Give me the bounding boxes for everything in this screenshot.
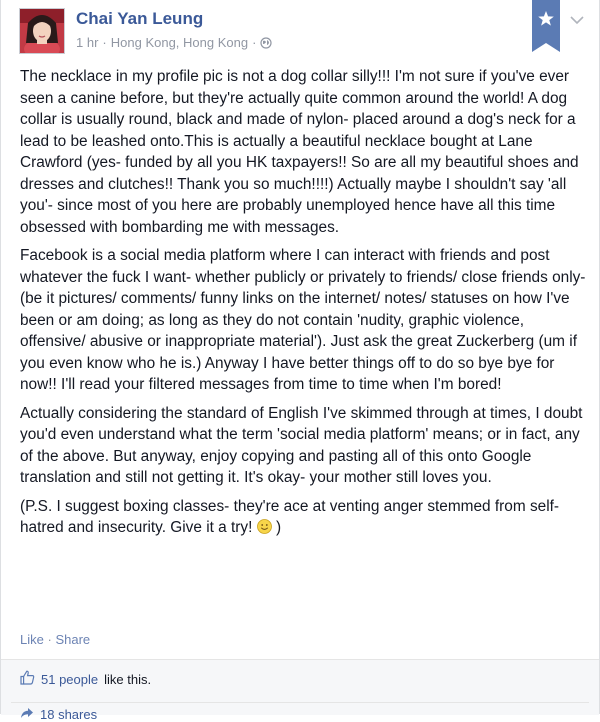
post-body bbox=[20, 66, 590, 546]
shares-summary[interactable] bbox=[20, 707, 97, 722]
closing-paren: ) bbox=[275, 519, 282, 536]
thumbs-up-icon bbox=[20, 670, 35, 688]
meta-separator: · bbox=[252, 35, 257, 50]
avatar[interactable] bbox=[19, 8, 65, 54]
post-paragraph: Facebook is a social media platform where I can interact with friends and post whatever the fuck I want- whether publicly or privately to friends/ close friends only- (be it pictures/ comments/ funny links on the internet/ notes/ statuses on how I've been or am doing; as long as they do not contain 'nudity, graphic violence, offensive/ abusive or inappropriate material'). Just ask the great Zuckerberg (um if you even know who he is.) Anyway I have better things off to do so bye bye for now!! I'll read your filtered messages from time to time when I'm bored! bbox=[20, 247, 586, 393]
chevron-down-icon[interactable] bbox=[570, 12, 584, 22]
share-link[interactable]: Share bbox=[55, 632, 91, 647]
post-actions bbox=[20, 632, 90, 647]
footer-divider bbox=[11, 702, 589, 703]
like-link[interactable]: Like bbox=[20, 632, 44, 647]
shares-count[interactable]: 18 shares bbox=[40, 707, 98, 722]
likes-count-link[interactable]: 51 people bbox=[41, 671, 99, 687]
post-footer bbox=[1, 659, 599, 722]
meta-separator: · bbox=[102, 35, 107, 50]
location[interactable]: Hong Kong, Hong Kong bbox=[110, 35, 249, 50]
timestamp[interactable]: 1 hr bbox=[76, 35, 99, 50]
globe-icon[interactable] bbox=[260, 37, 272, 49]
post-paragraph-text: (P.S. I suggest boxing classes- they're ace at venting anger stemmed from self-hatred and insecurity. Give it a try! bbox=[20, 497, 560, 536]
action-separator: · bbox=[47, 632, 52, 647]
post-paragraph: The necklace in my profile pic is not a dog collar silly!!! I'm not sure if you've ever seen a canine before, but they're actually quite common around the world! A dog collar is usually round, black and made of nylon- placed around a dog's neck for a lead to be leashed onto.This is actually a beautiful necklace bought at Lane Crawford (yes- funded by all you HK taxpayers!! So are all my beautiful shoes and dresses and clutches!! Thank you so much!!!!) Actually maybe I shouldn't say 'all you'- since most of you here are probably unemployed hence have all this time obsessed with bombarding me with messages. bbox=[20, 68, 579, 236]
post-meta bbox=[76, 35, 272, 50]
likes-summary bbox=[20, 670, 151, 688]
author-name[interactable]: Chai Yan Leung bbox=[76, 9, 204, 28]
post-paragraph-last bbox=[20, 496, 590, 539]
post-paragraph: Actually considering the standard of English I've skimmed through at times, I doubt you'd even understand what the term 'social media platform' means; or in fact, any of the above. But anyway, enjoy copying and pasting all of this onto Google translation and still not getting it. It's okay- your mother still loves you. bbox=[20, 404, 583, 486]
likes-text: like this. bbox=[104, 671, 152, 687]
share-icon bbox=[20, 707, 34, 722]
smile-emoji-icon bbox=[257, 519, 272, 534]
bookmark-star-icon[interactable] bbox=[532, 0, 560, 52]
